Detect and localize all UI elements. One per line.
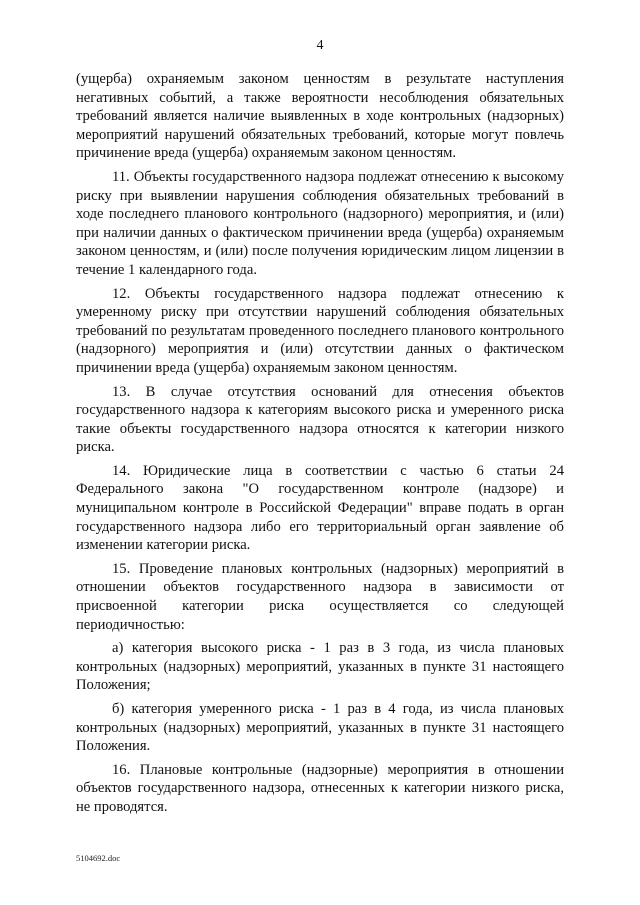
paragraph-16: 16. Плановые контрольные (надзорные) мероприятия в отношении объектов государственного надзора, отнесенных к категории низкого риска, не проводятся.	[76, 761, 564, 815]
document-body	[76, 70, 564, 817]
subitem-b: б) категория умеренного риска - 1 раз в 4 года, из числа плановых контрольных (надзорных) мероприятий, указанных в пункте 31 настоящего Положения.	[76, 701, 564, 755]
subitem-a: а) категория высокого риска - 1 раз в 3 года, из числа плановых контрольных (надзорных) мероприятий, указанных в пункте 31 настоящего Положения;	[76, 640, 564, 694]
paragraph-continuation: (ущерба) охраняемым законом ценностям в результате наступления негативных событий, а также вероятности несоблюдения обязательных требований является наличие выявленных в ходе контрольных (надзорных) мероприятий нарушений обязательных требований, которые могут повлечь причинение вреда (ущерба) охраняемым законом ценностям.	[76, 71, 564, 162]
paragraph-11: 11. Объекты государственного надзора подлежат отнесению к высокому риску при выявлении нарушения соблюдения обязательных требований в ходе последнего планового контрольного (надзорного) мероприятия, и (или) при наличии данных о фактическом причинении вреда (ущерба) охраняемым законом ценностям, и (или) после получения юридическим лицом лицензии в течение 1 календарного года.	[76, 168, 564, 278]
document-file-code: 5104692.doc	[76, 853, 121, 863]
page-number: 4	[316, 38, 324, 53]
paragraph-14: 14. Юридические лица в соответствии с частью 6 статьи 24 Федерального закона "О государственном контроле (надзоре) и муниципальном контроле в Российской Федерации" вправе подать в орган государственного надзора либо его территориальный орган заявление об изменении категории риска.	[76, 462, 564, 554]
paragraph-13: 13. В случае отсутствия оснований для отнесения объектов государственного надзора к категориям высокого риска и умеренного риска такие объекты государственного надзора относятся к категории низкого риска.	[76, 383, 564, 456]
paragraph-15: 15. Проведение плановых контрольных (надзорных) мероприятий в отношении объектов государственного надзора в зависимости от присвоенной категории риска осуществляется со следующей периодичностью:	[76, 560, 564, 633]
paragraph-12: 12. Объекты государственного надзора подлежат отнесению к умеренному риску при отсутствии нарушений соблюдения обязательных требований по результатам проведенного последнего планового контрольного (надзорного) мероприятия и (или) отсутствии данных о фактическом причинении вреда (ущерба) охраняемым законом ценностям.	[76, 285, 564, 376]
